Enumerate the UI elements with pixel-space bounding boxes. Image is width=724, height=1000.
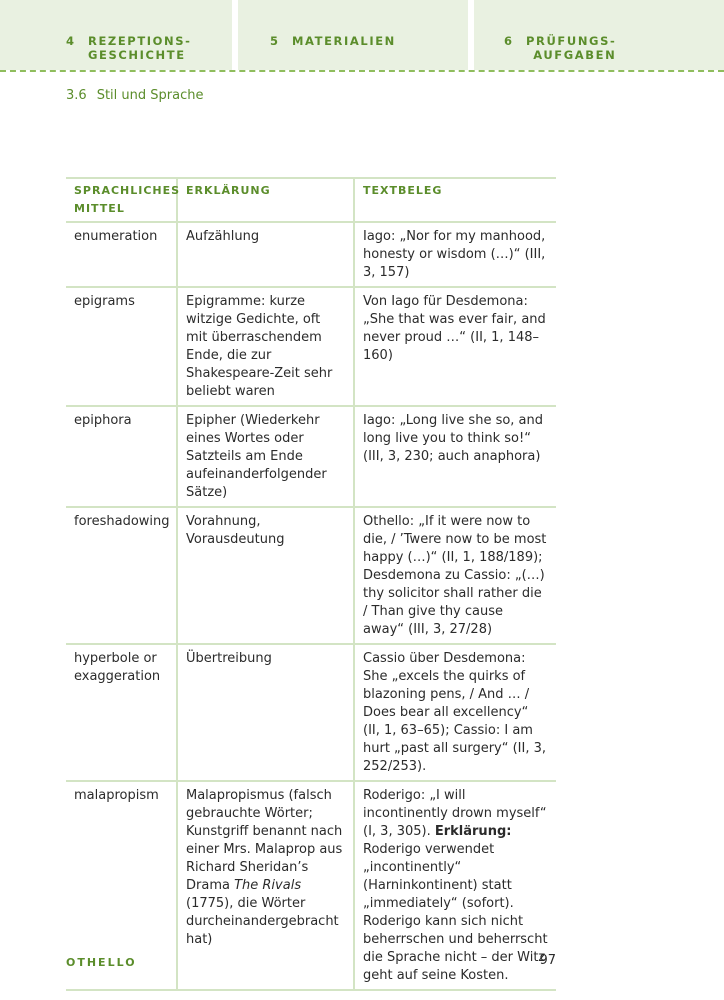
column-header-evidence: TEXTBELEG xyxy=(354,178,556,222)
tab-rezeptionsgeschichte[interactable] xyxy=(0,0,232,70)
evidence-text: Roderigo verwendet „incontinently“ (Harninkontinent) statt „immediately“ (sofort). Roderigo kann sich nicht beherrschen und beherrscht die Sprache nicht – der Witz geht auf seine Kosten. xyxy=(363,842,548,983)
page-number: 97 xyxy=(539,953,556,968)
table-row xyxy=(66,507,556,644)
table-row xyxy=(66,644,556,781)
explanation-text: Malapropismus (falsch gebrauchte Wörter; Kunstgriff benannt nach einer Mrs. Malaprop aus Richard Sheridan’s Drama xyxy=(186,788,343,893)
explanation-cell: Aufzählung xyxy=(177,222,354,287)
table-row xyxy=(66,781,556,990)
section-title: Stil und Sprache xyxy=(96,88,204,103)
device-cell: foreshadowing xyxy=(66,507,177,644)
device-cell: epigrams xyxy=(66,287,177,406)
tab-label-line2: AUFGABEN xyxy=(533,48,617,62)
explanation-text: (1775), die Wörter durcheinandergebracht hat) xyxy=(186,896,339,947)
header-dashed-divider xyxy=(0,70,724,72)
device-cell: hyperbole or exaggeration xyxy=(66,644,177,781)
evidence-cell: Othello: „If it were now to die, / ’Twere now to be most happy (…)“ (II, 1, 188/189); Desdemona zu Cassio: „(…) thy solicitor shall rather die / Than give thy cause away“ (III, 3, 27/28) xyxy=(354,507,556,644)
tab-label-line2: GESCHICHTE xyxy=(88,48,186,62)
section-heading xyxy=(66,88,203,103)
explanation-label: Erklärung: xyxy=(434,824,512,839)
explanation-cell: Epipher (Wiederkehr eines Wortes oder Satzteils am Ende aufeinanderfolgender Sätze) xyxy=(177,406,354,507)
evidence-cell: Iago: „Long live she so, and long live you to think so!“ (III, 3, 230; auch anaphora) xyxy=(354,406,556,507)
table-row xyxy=(66,287,556,406)
explanation-cell xyxy=(177,781,354,990)
running-footer-title: OTHELLO xyxy=(66,956,137,969)
tab-label-line1: PRÜFUNGS- xyxy=(526,34,617,48)
play-title: The Rivals xyxy=(234,878,302,893)
evidence-text: Roderigo: „I will incontinently drown myself“ (I, 3, 305). xyxy=(363,788,547,839)
explanation-cell: Vorahnung, Vorausdeutung xyxy=(177,507,354,644)
table-header-row xyxy=(66,178,556,222)
evidence-cell: Iago: „Nor for my manhood, honesty or wisdom (…)“ (III, 3, 157) xyxy=(354,222,556,287)
evidence-cell: Cassio über Desdemona: She „excels the quirks of blazoning pens, / And … / Does bear all excellency“ (II, 1, 63–65); Cassio: I am hurt „past all surgery“ (II, 3, 252/253). xyxy=(354,644,556,781)
tab-number: 5 xyxy=(270,34,280,48)
explanation-cell: Epigramme: kurze witzige Gedichte, oft mit überraschendem Ende, die zur Shakespeare-Zeit sehr beliebt waren xyxy=(177,287,354,406)
table-row xyxy=(66,406,556,507)
tab-label-line1: MATERIALIEN xyxy=(292,34,396,48)
tab-number: 6 xyxy=(504,34,514,48)
table-row xyxy=(66,222,556,287)
tab-pruefungsaufgaben[interactable] xyxy=(474,0,724,70)
device-cell: epiphora xyxy=(66,406,177,507)
tab-materialien[interactable] xyxy=(238,0,468,70)
device-cell: enumeration xyxy=(66,222,177,287)
tab-number: 4 xyxy=(66,34,76,48)
stylistic-devices-table xyxy=(66,177,556,991)
section-number: 3.6 xyxy=(66,88,87,103)
evidence-cell: Von Iago für Desdemona: „She that was ever fair, and never proud …“ (II, 1, 148–160) xyxy=(354,287,556,406)
tab-label-line1: REZEPTIONS- xyxy=(88,34,192,48)
explanation-cell: Übertreibung xyxy=(177,644,354,781)
column-header-explanation: ERKLÄRUNG xyxy=(177,178,354,222)
device-cell: malapropism xyxy=(66,781,177,990)
column-header-device: SPRACHLICHES MITTEL xyxy=(66,178,177,222)
chapter-tabs xyxy=(0,0,724,70)
